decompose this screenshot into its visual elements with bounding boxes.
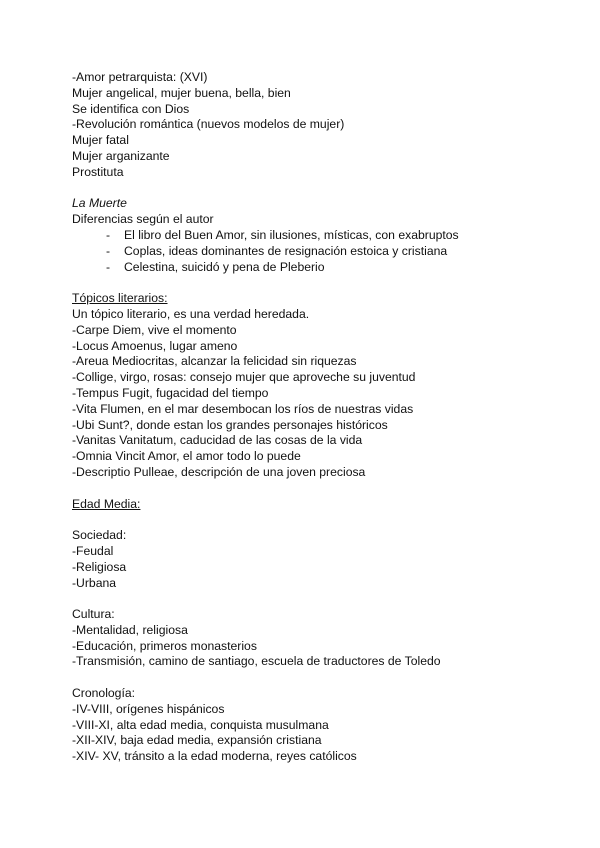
subheading-sociedad: Sociedad: [72, 528, 127, 543]
text-line: -Amor petrarquista: (XVI) [72, 70, 208, 84]
text-line: -Omnia Vincit Amor, el amor todo lo puede [72, 449, 301, 464]
text-line: -Tempus Fugit, fugacidad del tiempo [72, 385, 269, 400]
text-line: -Educación, primeros monasterios [72, 638, 257, 653]
list-item-text: Coplas, ideas dominantes de resignación estoica y cristiana [124, 243, 448, 258]
text-line: -IV-VIII, orígenes hispánicos [72, 701, 225, 716]
list-item-text: El libro del Buen Amor, sin ilusiones, místicas, con exabruptos [124, 227, 459, 242]
text-line: -Urbana [72, 575, 117, 590]
text-line: Un tópico literario, es una verdad heredada. [72, 306, 310, 321]
topicos-section [72, 291, 572, 481]
text-line: -Mentalidad, religiosa [72, 622, 188, 637]
spacer [72, 481, 572, 497]
text-line: Se identifica con Dios [72, 101, 190, 116]
text-line: Prostituta [72, 164, 124, 179]
document-page [72, 70, 572, 765]
text-line: Mujer fatal [72, 133, 129, 148]
text-line: -VIII-XI, alta edad media, conquista musulmana [72, 717, 329, 732]
subheading-cronologia: Cronología: [72, 686, 136, 701]
spacer [72, 275, 572, 291]
list-item [72, 228, 572, 244]
text-line: -Transmisión, camino de santiago, escuela de traductores de Toledo [72, 654, 441, 669]
text-line: -Descriptio Pulleae, descripción de una joven preciosa [72, 464, 366, 479]
edad-media-section [72, 497, 572, 766]
amor-section [72, 70, 572, 181]
text-line: -Carpe Diem, vive el momento [72, 322, 237, 337]
spacer [72, 512, 572, 528]
section-heading-muerte: La Muerte [72, 196, 127, 211]
bullet-marker: - [105, 259, 110, 274]
text-line: -Feudal [72, 543, 114, 558]
spacer [72, 591, 572, 607]
text-line: -Revolución romántica (nuevos modelos de mujer) [72, 117, 345, 132]
spacer [72, 181, 572, 197]
list-item-text: Celestina, suicidó y pena de Pleberio [124, 259, 325, 274]
text-line: -Vanitas Vanitatum, caducidad de las cosas de la vida [72, 433, 363, 448]
text-line: Mujer arganizante [72, 148, 170, 163]
text-line: Diferencias según el autor [72, 212, 214, 227]
text-line: Mujer angelical, mujer buena, bella, bien [72, 85, 291, 100]
text-line: -Collige, virgo, rosas: consejo mujer que aproveche su juventud [72, 370, 416, 385]
section-heading-edad-media: Edad Media: [72, 496, 141, 511]
muerte-section [72, 196, 572, 275]
text-line: -Ubi Sunt?, donde estan los grandes personajes históricos [72, 417, 388, 432]
text-line: -Religiosa [72, 559, 127, 574]
text-line: -Locus Amoenus, lugar ameno [72, 338, 238, 353]
spacer [72, 670, 572, 686]
list-item [72, 244, 572, 260]
text-line: -XII-XIV, baja edad media, expansión cristiana [72, 733, 322, 748]
list-item [72, 260, 572, 276]
subheading-cultura: Cultura: [72, 607, 115, 622]
bullet-marker: - [105, 243, 110, 258]
text-line: -Areua Mediocritas, alcanzar la felicidad sin riquezas [72, 354, 357, 369]
section-heading-topicos: Tópicos literarios: [72, 291, 168, 306]
text-line: -XIV- XV, tránsito a la edad moderna, reyes católicos [72, 749, 357, 764]
text-line: -Vita Flumen, en el mar desembocan los ríos de nuestras vidas [72, 401, 414, 416]
bullet-marker: - [105, 227, 110, 242]
